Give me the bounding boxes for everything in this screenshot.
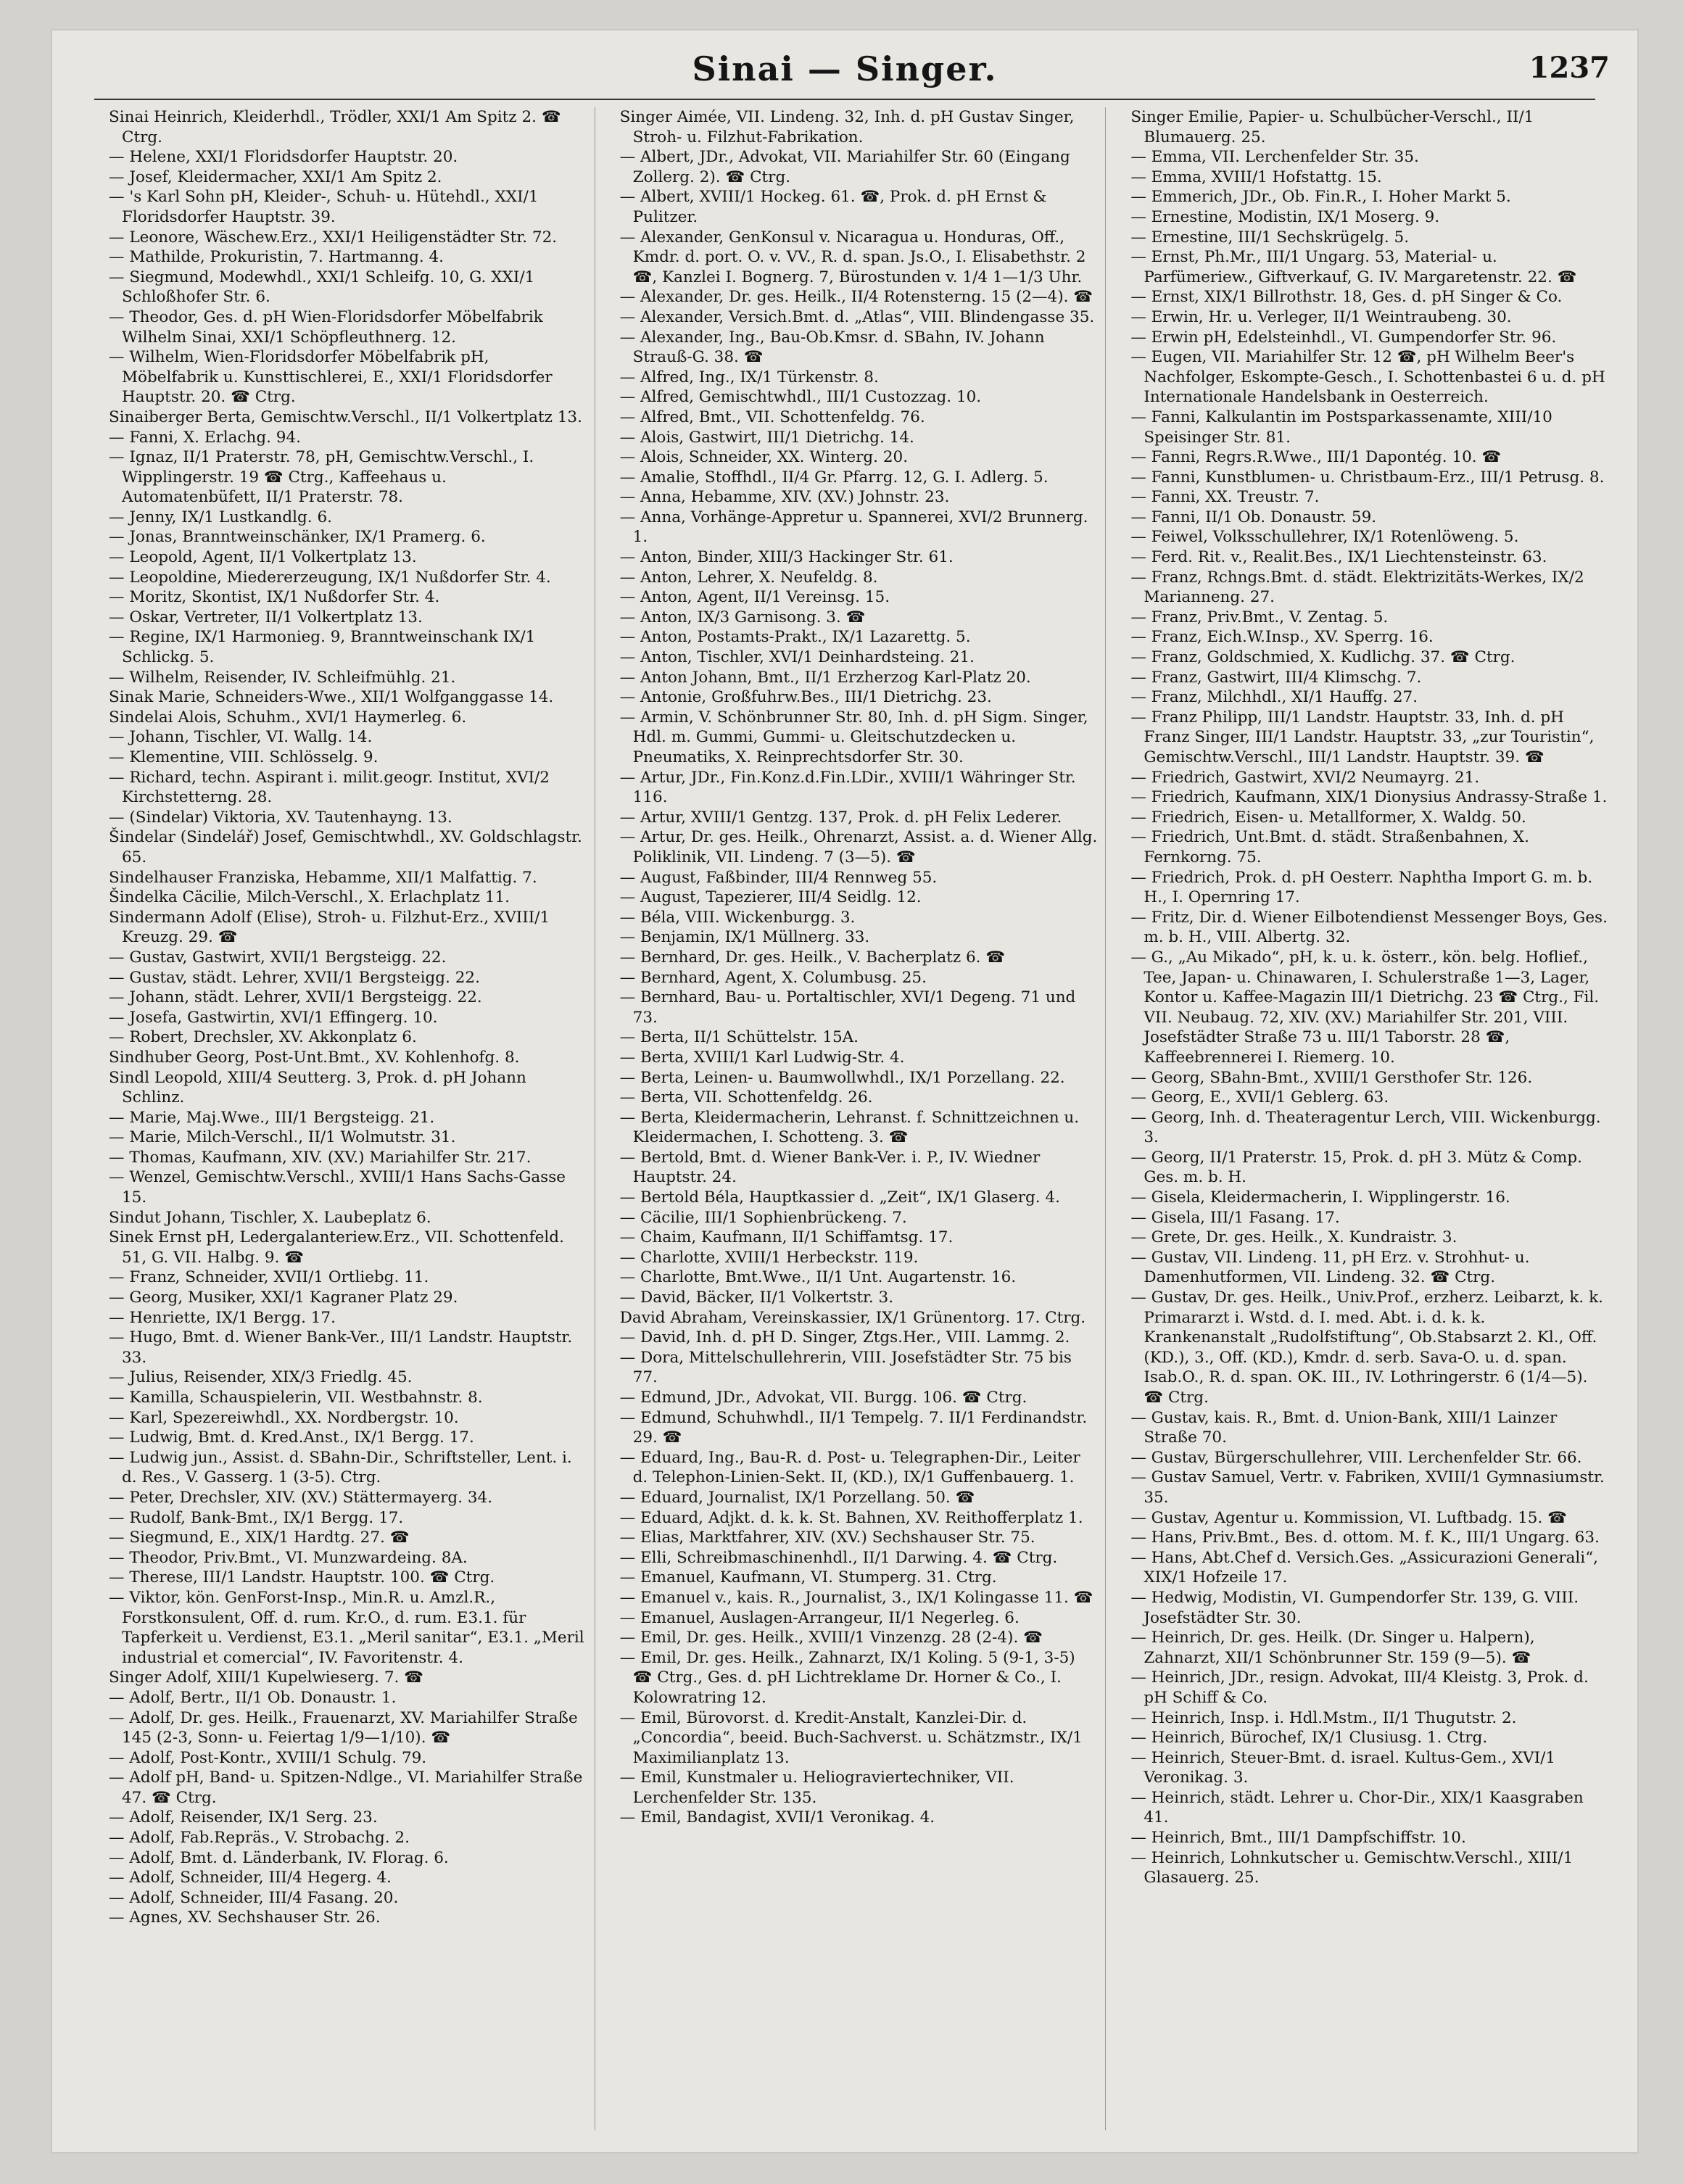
directory-entry: Sindhuber Georg, Post-Unt.Bmt., XV. Kohlenhofg. 8.: [109, 1048, 520, 1067]
directory-entry: — Klementine, VIII. Schlösselg. 9.: [109, 748, 379, 766]
directory-entry: — Bernhard, Bau- u. Portaltischler, XVI/1 Degeng. 71 und 73.: [619, 988, 1076, 1027]
directory-entry: — Emil, Dr. ges. Heilk., Zahnarzt, IX/1 Koling. 5 (9-1, 3-5) ☎ Ctrg., Ges. d. pH Lichtreklame Dr. Horner & Co., I. Kolowratring 12.: [619, 1648, 1075, 1707]
directory-entry: — Gustav, VII. Lindeng. 11, pH Erz. v. Strohhut- u. Damenhutformen, VII. Lindeng. 32. ☎ Ctrg.: [1130, 1248, 1530, 1287]
directory-entry: — 's Karl Sohn pH, Kleider-, Schuh- u. Hütehdl., XXI/1 Floridsdorfer Hauptstr. 39.: [109, 188, 539, 226]
directory-entry: — Alois, Gastwirt, III/1 Dietrichg. 14.: [619, 428, 914, 447]
directory-entry: — Erwin, Hr. u. Verleger, II/1 Weintraubeng. 30.: [1130, 307, 1512, 326]
directory-entry: — Erwin pH, Edelsteinhdl., VI. Gumpendorfer Str. 96.: [1130, 328, 1557, 347]
directory-entry: — Siegmund, Modewhdl., XXI/1 Schleifg. 10, G. XXI/1 Schloßhofer Str. 6.: [109, 268, 535, 307]
directory-entry: — Heinrich, Steuer-Bmt. d. israel. Kultus-Gem., XVI/1 Veronikag. 3.: [1130, 1748, 1556, 1787]
directory-entry: — Gustav, Agentur u. Kommission, VI. Luftbadg. 15. ☎: [1130, 1508, 1567, 1527]
columns-container: [109, 107, 1617, 2130]
directory-entry: — Ludwig, Bmt. d. Kred.Anst., IX/1 Bergg. 17.: [109, 1428, 474, 1447]
directory-entry: — Heinrich, städt. Lehrer u. Chor-Dir., XIX/1 Kaasgraben 41.: [1130, 1788, 1584, 1827]
directory-entry: — Albert, XVIII/1 Hockeg. 61. ☎, Prok. d. pH Ernst & Pulitzer.: [619, 188, 1047, 226]
directory-entry: Sindermann Adolf (Elise), Stroh- u. Filzhut-Erz., XVIII/1 Kreuzg. 29. ☎: [109, 908, 550, 947]
directory-entry: — Adolf, Reisender, IX/1 Serg. 23.: [109, 1808, 378, 1827]
directory-entry: Sinaiberger Berta, Gemischtw.Verschl., II/1 Volkertplatz 13.: [109, 408, 582, 426]
directory-entry: — Fanni, X. Erlachg. 94.: [109, 428, 302, 447]
directory-entry: — Alexander, Versich.Bmt. d. „Atlas“, VIII. Blindengasse 35.: [619, 307, 1095, 326]
directory-entry: — Franz, Rchngs.Bmt. d. städt. Elektrizitäts-Werkes, IX/2 Marianneng. 27.: [1130, 568, 1584, 607]
directory-entry: — Friedrich, Unt.Bmt. d. städt. Straßenbahnen, X. Fernkorng. 75.: [1130, 828, 1529, 866]
directory-entry: — Gisela, III/1 Fasang. 17.: [1130, 1208, 1340, 1227]
directory-entry: — Alfred, Ing., IX/1 Türkenstr. 8.: [619, 368, 879, 386]
directory-entry: — Thomas, Kaufmann, XIV. (XV.) Mariahilfer Str. 217.: [109, 1148, 532, 1167]
directory-entry: — Amalie, Stoffhdl., II/4 Gr. Pfarrg. 12, G. I. Adlerg. 5.: [619, 468, 1049, 487]
directory-entry: — Adolf, Fab.Repräs., V. Strobachg. 2.: [109, 1829, 410, 1848]
directory-entry: — Adolf, Bertr., II/1 Ob. Donaustr. 1.: [109, 1688, 397, 1707]
directory-entry: — Wilhelm, Reisender, IV. Schleifmühlg. 21.: [109, 668, 456, 687]
directory-entry: — Adolf pH, Band- u. Spitzen-Ndlge., VI. Mariahilfer Straße 47. ☎ Ctrg.: [109, 1769, 583, 1807]
directory-entry: — Gustav Samuel, Vertr. v. Fabriken, XVIII/1 Gymnasiumstr. 35.: [1130, 1468, 1605, 1507]
directory-entry: — Georg, SBahn-Bmt., XVIII/1 Gersthofer Str. 126.: [1130, 1068, 1533, 1087]
directory-entry: — Friedrich, Prok. d. pH Oesterr. Naphtha Import G. m. b. H., I. Opernring 17.: [1130, 868, 1593, 907]
directory-entry: — Edmund, JDr., Advokat, VII. Burgg. 106. ☎ Ctrg.: [619, 1389, 1027, 1407]
directory-entry: — Bertold, Bmt. d. Wiener Bank-Ver. i. P., IV. Wiedner Hauptstr. 24.: [619, 1148, 1041, 1187]
directory-entry: — Ernst, Ph.Mr., III/1 Ungarg. 53, Material- u. Parfümeriew., Giftverkauf, G. IV. Margaretenstr. 22. ☎: [1130, 248, 1577, 286]
directory-entry: Sinak Marie, Schneiders-Wwe., XII/1 Wolfganggasse 14.: [109, 688, 554, 707]
directory-entry: — Leopold, Agent, II/1 Volkertplatz 13.: [109, 548, 417, 567]
directory-entry: — Anton, Tischler, XVI/1 Deinhardsteing. 21.: [619, 648, 975, 667]
directory-entry: — Theodor, Priv.Bmt., VI. Munzwardeing. 8A.: [109, 1548, 468, 1567]
directory-entry: — Theodor, Ges. d. pH Wien-Floridsdorfer Möbelfabrik Wilhelm Sinai, XXI/1 Schöpfleuthnerg. 12.: [109, 307, 543, 347]
directory-entry: — Gisela, Kleidermacherin, I. Wipplingerstr. 16.: [1130, 1188, 1510, 1207]
directory-entry: — Emil, Bandagist, XVII/1 Veronikag. 4.: [619, 1808, 935, 1827]
directory-entry: — Armin, V. Schönbrunner Str. 80, Inh. d. pH Sigm. Singer, Hdl. m. Gummi, Gummi- u. Gleitschutzdecken u. Pneumatiks, X. Reinprechtsdorfer Str. 30.: [619, 708, 1088, 766]
directory-entry: — Fritz, Dir. d. Wiener Eilbotendienst Messenger Boys, Ges. m. b. H., VIII. Albertg. 32.: [1130, 908, 1608, 947]
directory-entry: — Georg, Musiker, XXI/1 Kagraner Platz 29.: [109, 1289, 458, 1307]
directory-entry: — Emil, Dr. ges. Heilk., XVIII/1 Vinzenzg. 28 (2-4). ☎: [619, 1629, 1043, 1647]
directory-entry: — Gustav, städt. Lehrer, XVII/1 Bergsteigg. 22.: [109, 968, 480, 987]
directory-entry: — Berta, Leinen- u. Baumwollwhdl., IX/1 Porzellang. 22.: [619, 1068, 1065, 1087]
directory-entry: — Eduard, Journalist, IX/1 Porzellang. 50. ☎: [619, 1488, 975, 1507]
directory-entry: — Bernhard, Dr. ges. Heilk., V. Bacherplatz 6. ☎: [619, 948, 1006, 967]
directory-entry: — Leopoldine, Miedererzeugung, IX/1 Nußdorfer Str. 4.: [109, 568, 551, 587]
directory-entry: — Marie, Milch-Verschl., II/1 Wolmutstr. 31.: [109, 1128, 456, 1147]
directory-entry: — Artur, XVIII/1 Gentzg. 137, Prok. d. pH Felix Lederer.: [619, 808, 1062, 827]
directory-entry: — Bernhard, Agent, X. Columbusg. 25.: [619, 968, 927, 987]
directory-entry: — Ignaz, II/1 Praterstr. 78, pH, Gemischtw.Verschl., I. Wipplingerstr. 19 ☎ Ctrg., Kaffeehaus u. Automatenbüfett, II/1 Praterstr. 78.: [109, 448, 534, 507]
directory-entry: — Alexander, Dr. ges. Heilk., II/4 Rotensterng. 15 (2—4). ☎: [619, 288, 1093, 307]
directory-entry: — August, Faßbinder, III/4 Rennweg 55.: [619, 868, 938, 887]
directory-entry: Šindelar (Sindelář) Josef, Gemischtwhdl., XV. Goldschlagstr. 65.: [109, 828, 582, 866]
directory-entry: — Franz, Schneider, XVII/1 Ortliebg. 11.: [109, 1268, 429, 1287]
directory-entry: — Richard, techn. Aspirant i. milit.geogr. Institut, XVI/2 Kirchstetterng. 28.: [109, 768, 550, 807]
directory-entry: — Josefa, Gastwirtin, XVI/1 Effingerg. 10.: [109, 1008, 438, 1027]
directory-entry: — Adolf, Schneider, III/4 Fasang. 20.: [109, 1888, 399, 1907]
directory-entry: — Franz, Eich.W.Insp., XV. Sperrg. 16.: [1130, 628, 1434, 647]
directory-entry: — Ernestine, Modistin, IX/1 Moserg. 9.: [1130, 207, 1440, 226]
directory-entry: — Mathilde, Prokuristin, 7. Hartmanng. 4.: [109, 248, 444, 267]
directory-entry: Sindut Johann, Tischler, X. Laubeplatz 6.: [109, 1208, 431, 1227]
directory-entry: — Charlotte, Bmt.Wwe., II/1 Unt. Augartenstr. 16.: [619, 1268, 1017, 1287]
directory-entry: Singer Adolf, XIII/1 Kupelwieserg. 7. ☎: [109, 1668, 423, 1687]
header-rule: [94, 99, 1595, 100]
directory-entry: — Edmund, Schuhwhdl., II/1 Tempelg. 7. II/1 Ferdinandstr. 29. ☎: [619, 1408, 1088, 1447]
directory-entry: — Friedrich, Eisen- u. Metallformer, X. Waldg. 50.: [1130, 808, 1526, 827]
directory-entry: — (Sindelar) Viktoria, XV. Tautenhayng. 13.: [109, 808, 452, 827]
directory-entry: — Heinrich, Dr. ges. Heilk. (Dr. Singer u. Halpern), Zahnarzt, XII/1 Schönbrunner Str. 159 (9—5). ☎: [1130, 1629, 1535, 1667]
directory-entry: — Friedrich, Gastwirt, XVI/2 Neumayrg. 21.: [1130, 768, 1480, 787]
directory-entry: — Emma, XVIII/1 Hofstattg. 15.: [1130, 167, 1382, 186]
directory-entry: — Heinrich, JDr., resign. Advokat, III/4 Kleistg. 3, Prok. d. pH Schiff & Co.: [1130, 1668, 1589, 1707]
directory-entry: — August, Tapezierer, III/4 Seidlg. 12.: [619, 888, 922, 907]
directory-entry: — Josef, Kleidermacher, XXI/1 Am Spitz 2.: [109, 167, 442, 186]
directory-entry: Sindelai Alois, Schuhm., XVI/1 Haymerleg. 6.: [109, 708, 467, 727]
directory-entry: — Marie, Maj.Wwe., III/1 Bergsteigg. 21.: [109, 1108, 435, 1127]
directory-entry: — Béla, VIII. Wickenburgg. 3.: [619, 908, 856, 927]
page-header: [51, 49, 1639, 93]
directory-entry: — Friedrich, Kaufmann, XIX/1 Dionysius Andrassy-Straße 1.: [1130, 788, 1608, 807]
directory-entry: — Fanni, XX. Treustr. 7.: [1130, 488, 1320, 507]
directory-entry: — Eduard, Adjkt. d. k. k. St. Bahnen, XV. Reithofferplatz 1.: [619, 1508, 1083, 1527]
directory-entry: — Alfred, Bmt., VII. Schottenfeldg. 76.: [619, 408, 925, 426]
directory-entry: — Georg, Inh. d. Theateragentur Lerch, VIII. Wickenburgg. 3.: [1130, 1108, 1601, 1147]
directory-entry: — Fanni, II/1 Ob. Donaustr. 59.: [1130, 508, 1377, 526]
directory-entry: — Ferd. Rit. v., Realit.Bes., IX/1 Liechtensteinstr. 63.: [1130, 548, 1547, 567]
directory-entry: — Georg, II/1 Praterstr. 15, Prok. d. pH 3. Mütz & Comp. Ges. m. b. H.: [1130, 1148, 1582, 1187]
directory-entry: — Gustav, kais. R., Bmt. d. Union-Bank, XIII/1 Lainzer Straße 70.: [1130, 1408, 1558, 1447]
directory-entry: — Adolf, Post-Kontr., XVIII/1 Schulg. 79.: [109, 1748, 427, 1767]
directory-entry: — Charlotte, XVIII/1 Herbeckstr. 119.: [619, 1248, 919, 1267]
directory-entry: — Robert, Drechsler, XV. Akkonplatz 6.: [109, 1028, 417, 1047]
directory-entry: — Regine, IX/1 Harmonieg. 9, Branntweinschank IX/1 Schlickg. 5.: [109, 628, 536, 667]
directory-entry: — Fanni, Regrs.R.Wwe., III/1 Dapontég. 10. ☎: [1130, 448, 1502, 467]
directory-entry: David Abraham, Vereinskassier, IX/1 Grünentorg. 17. Ctrg.: [619, 1308, 1086, 1327]
directory-entry: — Fanni, Kunstblumen- u. Christbaum-Erz., III/1 Petrusg. 8.: [1130, 468, 1605, 487]
directory-entry: — Hedwig, Modistin, VI. Gumpendorfer Str. 139, G. VIII. Josefstädter Str. 30.: [1130, 1588, 1579, 1627]
directory-entry: — Elias, Marktfahrer, XIV. (XV.) Sechshauser Str. 75.: [619, 1529, 1035, 1547]
directory-entry: — Siegmund, E., XIX/1 Hardtg. 27. ☎: [109, 1529, 410, 1547]
directory-entry: — Emil, Kunstmaler u. Heliograviertechniker, VII. Lerchenfelder Str. 135.: [619, 1769, 1014, 1807]
directory-entry: — Anton, IX/3 Garnisong. 3. ☎: [619, 608, 866, 626]
directory-entry: — Ludwig jun., Assist. d. SBahn-Dir., Schriftsteller, Lent. i. d. Res., V. Gasserg. 1 (3-5). Ctrg.: [109, 1448, 572, 1487]
directory-entry: — Emanuel, Kaufmann, VI. Stumperg. 31. Ctrg.: [619, 1568, 997, 1587]
directory-entry: — Jenny, IX/1 Lustkandlg. 6.: [109, 508, 332, 526]
directory-entry: Sindl Leopold, XIII/4 Seutterg. 3, Prok. d. pH Johann Schlinz.: [109, 1068, 526, 1107]
directory-entry: — Julius, Reisender, XIX/3 Friedlg. 45.: [109, 1368, 413, 1387]
directory-entry: Singer Emilie, Papier- u. Schulbücher-Verschl., II/1 Blumauerg. 25.: [1130, 108, 1534, 146]
directory-entry: — Heinrich, Lohnkutscher u. Gemischtw.Verschl., XIII/1 Glasauerg. 25.: [1130, 1848, 1574, 1887]
directory-entry: — Emanuel, Auslagen-Arrangeur, II/1 Negerleg. 6.: [619, 1608, 1020, 1627]
directory-entry: — Emmerich, JDr., Ob. Fin.R., I. Hoher Markt 5.: [1130, 188, 1511, 207]
directory-entry: — Berta, XVIII/1 Karl Ludwig-Str. 4.: [619, 1048, 905, 1067]
directory-entry: — Bertold Béla, Hauptkassier d. „Zeit“, IX/1 Glaserg. 4.: [619, 1188, 1060, 1207]
directory-entry: — Ernst, XIX/1 Billrothstr. 18, Ges. d. pH Singer & Co.: [1130, 288, 1563, 307]
directory-entry: — Anton Johann, Bmt., II/1 Erzherzog Karl-Platz 20.: [619, 668, 1031, 687]
directory-entry: — Anton, Lehrer, X. Neufeldg. 8.: [619, 568, 878, 587]
directory-entry: — Ernestine, III/1 Sechskrügelg. 5.: [1130, 228, 1410, 247]
directory-entry: — Therese, III/1 Landstr. Hauptstr. 100. ☎ Ctrg.: [109, 1568, 495, 1587]
directory-entry: — Adolf, Bmt. d. Länderbank, IV. Florag. 6.: [109, 1848, 449, 1867]
page-title: Sinai — Singer.: [692, 49, 998, 88]
directory-entry: — Gustav, Dr. ges. Heilk., Univ.Prof., erzherz. Leibarzt, k. k. Primararzt i. Wstd. d. I. med. Abt. i. d. k. k. Krankenanstalt „Rudolfstiftung“, Ob.Stabsarzt 2. Kl., Off. (KD.), 3., Off. (KD.), Kmdr. d. serb. Sava-O. u. d. span. Isab.O., R. d. span. OK. III., IV. Lothringerstr. 6 (1/4—5). ☎ Ctrg.: [1130, 1289, 1603, 1407]
directory-entry: — Eugen, VII. Mariahilfer Str. 12 ☎, pH Wilhelm Beer's Nachfolger, Eskompte-Gesch., I. Schottenbastei 6 u. d. pH Internationale Handelsbank in Oesterreich.: [1130, 348, 1605, 407]
directory-entry: — Georg, E., XVII/1 Geblerg. 63.: [1130, 1088, 1389, 1107]
directory-entry: — Cäcilie, III/1 Sophienbrückeng. 7.: [619, 1208, 907, 1227]
column-left: [109, 107, 595, 2130]
directory-entry: — Emanuel v., kais. R., Journalist, 3., IX/1 Kolingasse 11. ☎: [619, 1588, 1093, 1607]
directory-entry: — Franz, Priv.Bmt., V. Zentag. 5.: [1130, 608, 1389, 626]
directory-entry: — Gustav, Gastwirt, XVII/1 Bergsteigg. 22.: [109, 948, 447, 967]
directory-entry: — Hugo, Bmt. d. Wiener Bank-Ver., III/1 Landstr. Hauptstr. 33.: [109, 1328, 573, 1367]
directory-entry: — Franz, Milchhdl., XI/1 Hauffg. 27.: [1130, 688, 1418, 707]
directory-entry: — Alexander, GenKonsul v. Nicaragua u. Honduras, Off., Kmdr. d. port. O. v. VV., R. d. span. Js.O., I. Elisabethstr. 2 ☎, Kanzlei I. Bognerg. 7, Bürostunden v. 1/4 1—1/3 Uhr.: [619, 228, 1086, 286]
page-number: 1237: [1529, 51, 1610, 85]
directory-entry: — G., „Au Mikado“, pH, k. u. k. österr., kön. belg. Hoflief., Tee, Japan- u. Chinawaren, I. Schulerstraße 1—3, Lager, Kontor u. Kaffee-Magazin III/1 Dietrichg. 23 ☎ Ctrg., Fil. VII. Neubaug. 72, XIV. (XV.) Mariahilfer Str. 201, VIII. Josefstädter Straße 73 u. III/1 Taborstr. 28 ☎, Kaffeebrennerei I. Riemerg. 10.: [1130, 948, 1600, 1067]
directory-entry: — Moritz, Skontist, IX/1 Nußdorfer Str. 4.: [109, 588, 440, 607]
directory-entry: — Eduard, Ing., Bau-R. d. Post- u. Telegraphen-Dir., Leiter d. Telephon-Linien-Sekt. II, (KD.), IX/1 Guffenbauerg. 1.: [619, 1448, 1080, 1487]
directory-entry: — Artur, Dr. ges. Heilk., Ohrenarzt, Assist. a. d. Wiener Allg. Poliklinik, VII. Lindeng. 7 (3—5). ☎: [619, 828, 1098, 866]
column-right: [1130, 107, 1617, 2130]
directory-entry: — Heinrich, Bürochef, IX/1 Clusiusg. 1. Ctrg.: [1130, 1729, 1488, 1747]
directory-entry: — Helene, XXI/1 Floridsdorfer Hauptstr. 20.: [109, 148, 458, 167]
directory-entry: — Dora, Mittelschullehrerin, VIII. Josefstädter Str. 75 bis 77.: [619, 1348, 1072, 1387]
directory-entry: — Adolf, Schneider, III/4 Hegerg. 4.: [109, 1869, 392, 1887]
directory-page: [51, 29, 1639, 2154]
directory-entry: Singer Aimée, VII. Lindeng. 32, Inh. d. pH Gustav Singer, Stroh- u. Filzhut-Fabrikation.: [619, 108, 1075, 146]
directory-entry: Sinek Ernst pH, Ledergalanteriew.Erz., VII. Schottenfeld. 51, G. VII. Halbg. 9. ☎: [109, 1228, 564, 1267]
column-middle: [620, 107, 1107, 2130]
directory-entry: — David, Bäcker, II/1 Volkertstr. 3.: [619, 1289, 894, 1307]
directory-entry: — Grete, Dr. ges. Heilk., X. Kundraistr. 3.: [1130, 1228, 1457, 1247]
directory-entry: — Anna, Vorhänge-Appretur u. Spannerei, XVI/2 Brunnerg. 1.: [619, 508, 1088, 547]
directory-entry: — Karl, Spezereiwhdl., XX. Nordbergstr. 10.: [109, 1408, 459, 1427]
directory-entry: — Heinrich, Insp. i. Hdl.Mstm., II/1 Thugutstr. 2.: [1130, 1708, 1517, 1727]
directory-entry: Sinai Heinrich, Kleiderhdl., Trödler, XXI/1 Am Spitz 2. ☎ Ctrg.: [109, 108, 561, 146]
directory-entry: — Feiwel, Volksschullehrer, IX/1 Rotenlöweng. 5.: [1130, 528, 1519, 547]
directory-entry: — Berta, VII. Schottenfeldg. 26.: [619, 1088, 873, 1107]
directory-entry: — Artur, JDr., Fin.Konz.d.Fin.LDir., XVIII/1 Währinger Str. 116.: [619, 768, 1076, 807]
directory-entry: — Anna, Hebamme, XIV. (XV.) Johnstr. 23.: [619, 488, 950, 507]
directory-entry: — Franz Philipp, III/1 Landstr. Hauptstr. 33, Inh. d. pH Franz Singer, III/1 Landstr. Hauptstr. 33, „zur Touristin“, Gemischtw.Verschl., III/1 Landstr. Hauptstr. 39. ☎: [1130, 708, 1595, 766]
directory-entry: — David, Inh. d. pH D. Singer, Ztgs.Her., VIII. Lammg. 2.: [619, 1328, 1070, 1347]
directory-entry: — Benjamin, IX/1 Müllnerg. 33.: [619, 928, 870, 947]
directory-entry: — Peter, Drechsler, XIV. (XV.) Stättermayerg. 34.: [109, 1488, 493, 1507]
directory-entry: — Berta, Kleidermacherin, Lehranst. f. Schnittzeichnen u. Kleidermachen, I. Schotteng. 3. ☎: [619, 1108, 1080, 1147]
directory-entry: — Franz, Goldschmied, X. Kudlichg. 37. ☎ Ctrg.: [1130, 648, 1515, 667]
directory-entry: — Johann, städt. Lehrer, XVII/1 Bergsteigg. 22.: [109, 988, 482, 1007]
directory-entry: — Gustav, Bürgerschullehrer, VIII. Lerchenfelder Str. 66.: [1130, 1448, 1582, 1467]
directory-entry: — Alois, Schneider, XX. Winterg. 20.: [619, 448, 909, 467]
directory-entry: — Adolf, Dr. ges. Heilk., Frauenarzt, XV. Mariahilfer Straße 145 (2-3, Sonn- u. Feiertag 1/9—1/10). ☎: [109, 1708, 578, 1747]
directory-entry: — Anton, Agent, II/1 Vereinsg. 15.: [619, 588, 890, 607]
directory-entry: — Heinrich, Bmt., III/1 Dampfschiffstr. 10.: [1130, 1829, 1466, 1848]
directory-entry: — Hans, Abt.Chef d. Versich.Ges. „Assicurazioni Generali“, XIX/1 Hofzeile 17.: [1130, 1548, 1599, 1587]
directory-entry: — Antonie, Großfuhrw.Bes., III/1 Dietrichg. 23.: [619, 688, 992, 707]
directory-entry: — Alexander, Ing., Bau-Ob.Kmsr. d. SBahn, IV. Johann Strauß-G. 38. ☎: [619, 328, 1045, 367]
directory-entry: — Chaim, Kaufmann, II/1 Schiffamtsg. 17.: [619, 1228, 954, 1247]
directory-entry: — Rudolf, Bank-Bmt., IX/1 Bergg. 17.: [109, 1508, 404, 1527]
directory-entry: — Oskar, Vertreter, II/1 Volkertplatz 13.: [109, 608, 423, 626]
directory-entry: — Jonas, Branntweinschänker, IX/1 Pramerg. 6.: [109, 528, 486, 547]
directory-entry: — Hans, Priv.Bmt., Bes. d. ottom. M. f. K., III/1 Ungarg. 63.: [1130, 1529, 1600, 1547]
directory-entry: — Berta, II/1 Schüttelstr. 15A.: [619, 1028, 859, 1047]
directory-entry: — Viktor, kön. GenForst-Insp., Min.R. u. Amzl.R., Forstkonsulent, Off. d. rum. Kr.O., d. rum. E3.1. für Tapferkeit u. Verdienst, E3.1. „Meril sanitar“, E3.1. „Meril industrial et comercial“, IV. Favoritenstr. 4.: [109, 1588, 584, 1667]
directory-entry: — Kamilla, Schauspielerin, VII. Westbahnstr. 8.: [109, 1389, 483, 1407]
directory-entry: — Alfred, Gemischtwhdl., III/1 Custozzag. 10.: [619, 388, 982, 407]
directory-entry: — Anton, Postamts-Prakt., IX/1 Lazarettg. 5.: [619, 628, 971, 647]
directory-entry: — Wenzel, Gemischtw.Verschl., XVIII/1 Hans Sachs-Gasse 15.: [109, 1168, 566, 1207]
directory-entry: — Franz, Gastwirt, III/4 Klimschg. 7.: [1130, 668, 1422, 687]
directory-entry: — Henriette, IX/1 Bergg. 17.: [109, 1308, 336, 1327]
directory-entry: Sindelhauser Franziska, Hebamme, XII/1 Malfattig. 7.: [109, 868, 537, 887]
directory-entry: — Johann, Tischler, VI. Wallg. 14.: [109, 728, 373, 747]
directory-entry: — Wilhelm, Wien-Floridsdorfer Möbelfabrik pH, Möbelfabrik u. Kunsttischlerei, E., XXI/1 Floridsdorfer Hauptstr. 20. ☎ Ctrg.: [109, 348, 553, 407]
directory-entry: — Albert, JDr., Advokat, VII. Mariahilfer Str. 60 (Eingang Zollerg. 2). ☎ Ctrg.: [619, 148, 1070, 186]
directory-entry: — Fanni, Kalkulantin im Postsparkassenamte, XIII/10 Speisinger Str. 81.: [1130, 408, 1552, 447]
directory-entry: — Leonore, Wäschew.Erz., XXI/1 Heiligenstädter Str. 72.: [109, 228, 558, 247]
directory-entry: — Anton, Binder, XIII/3 Hackinger Str. 61.: [619, 548, 954, 567]
directory-entry: — Elli, Schreibmaschinenhdl., II/1 Darwing. 4. ☎ Ctrg.: [619, 1548, 1058, 1567]
directory-entry: Šindelka Cäcilie, Milch-Verschl., X. Erlachplatz 11.: [109, 888, 510, 907]
directory-entry: — Emil, Bürovorst. d. Kredit-Anstalt, Kanzlei-Dir. d. „Concordia“, beeid. Buch-Sachverst. u. Schätzmstr., IX/1 Maximilianplatz 13.: [619, 1708, 1083, 1767]
directory-entry: — Agnes, XV. Sechshauser Str. 26.: [109, 1908, 381, 1927]
directory-entry: — Emma, VII. Lerchenfelder Str. 35.: [1130, 148, 1419, 167]
